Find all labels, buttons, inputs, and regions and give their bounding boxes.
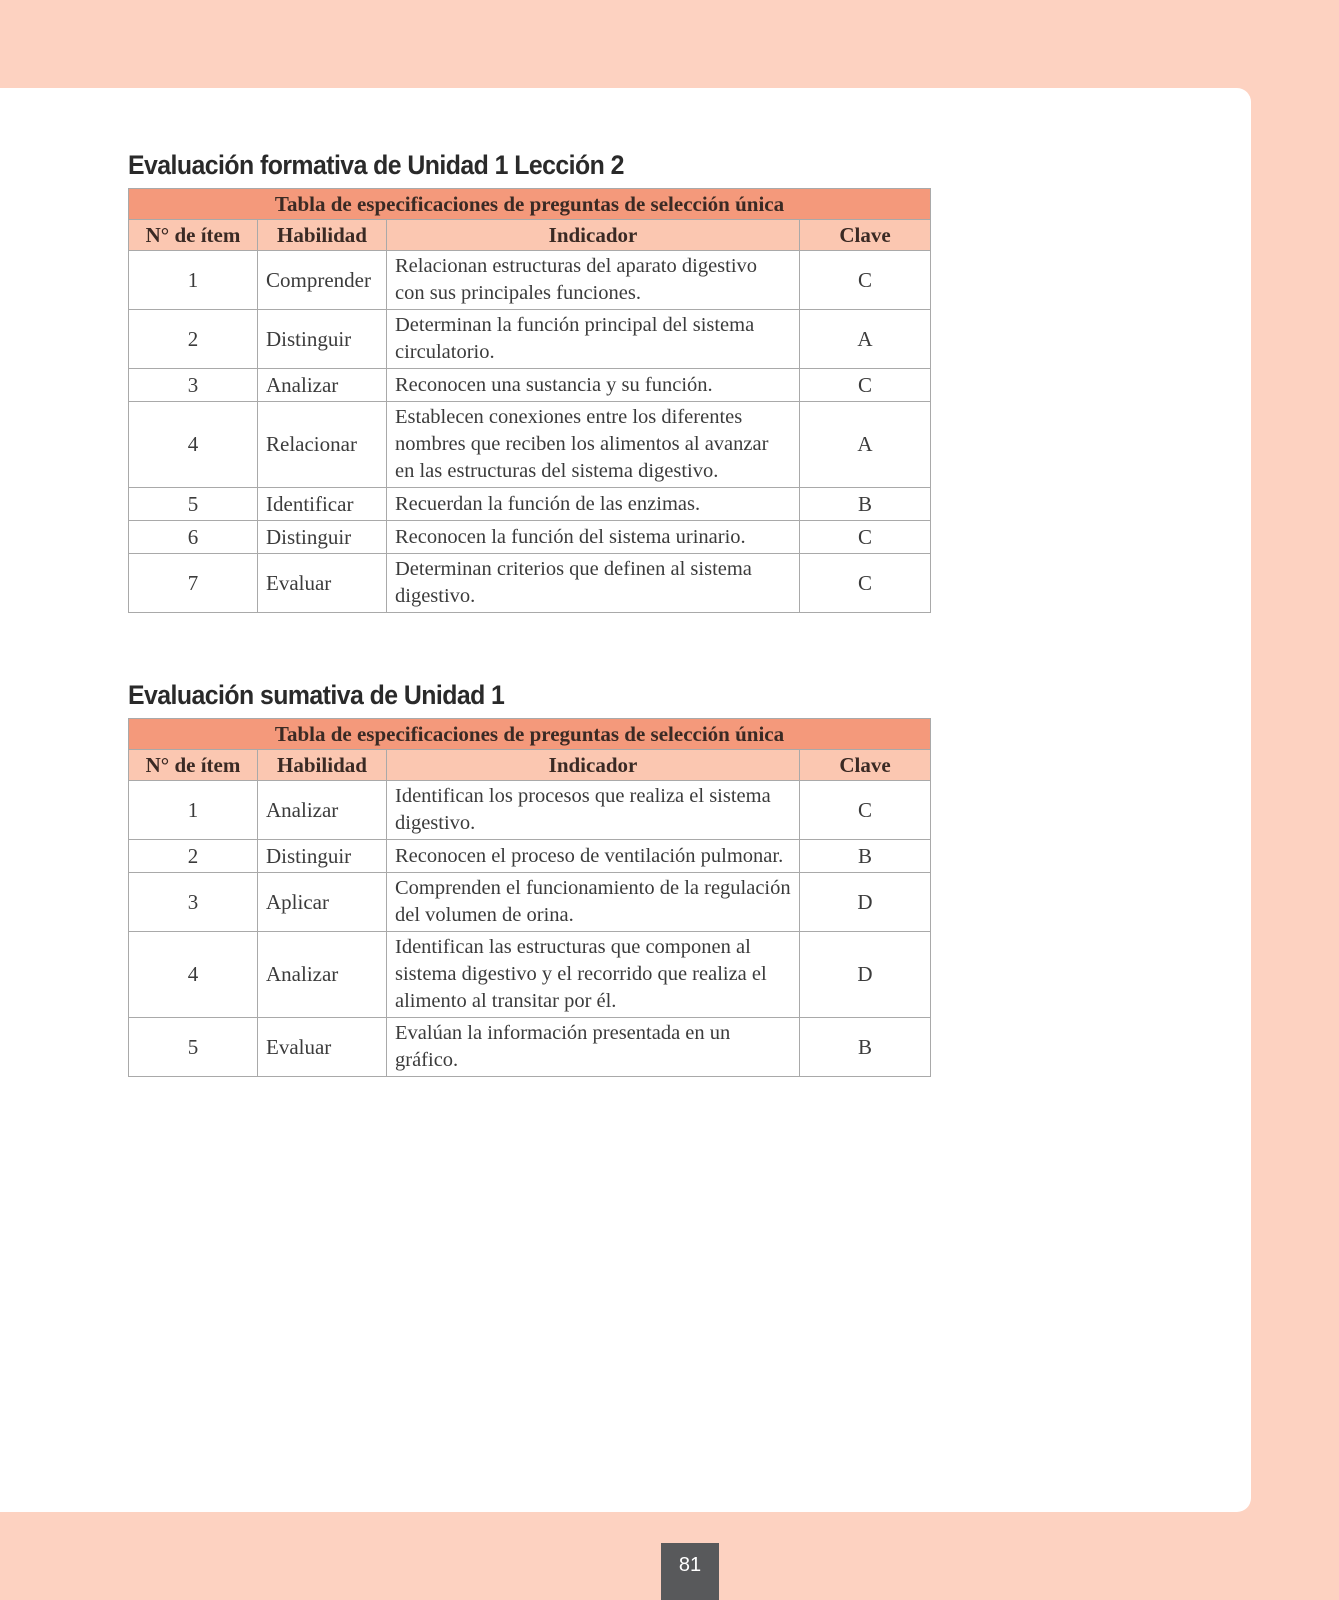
skill-cell: Analizar [258, 781, 387, 840]
formative-evaluation-section [128, 150, 930, 613]
answer-key-cell: B [800, 1018, 931, 1077]
answer-key-cell: B [800, 488, 931, 521]
indicator-cell: Determinan criterios que definen al sistema digestivo. [387, 554, 800, 613]
page-number: 81 [661, 1543, 719, 1600]
skill-cell: Evaluar [258, 1018, 387, 1077]
item-number: 1 [129, 251, 258, 310]
item-number: 4 [129, 402, 258, 488]
answer-key-cell: B [800, 840, 931, 873]
skill-cell: Identificar [258, 488, 387, 521]
table-row [129, 251, 931, 310]
indicator-cell: Identifican los procesos que realiza el sistema digestivo. [387, 781, 800, 840]
indicator-cell: Establecen conexiones entre los diferentes nombres que reciben los alimentos al avanzar en las estructuras del sistema digestivo. [387, 402, 800, 488]
skill-cell: Distinguir [258, 840, 387, 873]
table-row [129, 932, 931, 1018]
table-row [129, 488, 931, 521]
table-row [129, 554, 931, 613]
skill-cell: Relacionar [258, 402, 387, 488]
table-row [129, 840, 931, 873]
column-header-key: Clave [800, 220, 931, 251]
table-row [129, 781, 931, 840]
item-number: 7 [129, 554, 258, 613]
item-number: 6 [129, 521, 258, 554]
answer-key-cell: A [800, 310, 931, 369]
skill-cell: Distinguir [258, 310, 387, 369]
answer-key-cell: D [800, 873, 931, 932]
table-row [129, 402, 931, 488]
indicator-cell: Determinan la función principal del sistema circulatorio. [387, 310, 800, 369]
table-caption: Tabla de especificaciones de preguntas de selección única [129, 719, 931, 750]
indicator-cell: Recuerdan la función de las enzimas. [387, 488, 800, 521]
item-number: 4 [129, 932, 258, 1018]
column-header-indicator: Indicador [387, 750, 800, 781]
indicator-cell: Identifican las estructuras que componen al sistema digestivo y el recorrido que realiza el alimento al transitar por él. [387, 932, 800, 1018]
item-number: 3 [129, 369, 258, 402]
answer-key-cell: C [800, 369, 931, 402]
column-header-indicator: Indicador [387, 220, 800, 251]
answer-key-cell: C [800, 251, 931, 310]
item-number: 5 [129, 488, 258, 521]
table-caption: Tabla de especificaciones de preguntas de selección única [129, 189, 931, 220]
table-row [129, 873, 931, 932]
item-number: 2 [129, 310, 258, 369]
specifications-table [128, 718, 931, 1077]
item-number: 5 [129, 1018, 258, 1077]
skill-cell: Analizar [258, 369, 387, 402]
skill-cell: Distinguir [258, 521, 387, 554]
item-number: 3 [129, 873, 258, 932]
summative-evaluation-section [128, 680, 930, 1077]
column-header-skill: Habilidad [258, 220, 387, 251]
indicator-cell: Reconocen una sustancia y su función. [387, 369, 800, 402]
indicator-cell: Reconocen la función del sistema urinario. [387, 521, 800, 554]
skill-cell: Aplicar [258, 873, 387, 932]
specifications-table [128, 188, 931, 613]
column-header-item: N° de ítem [129, 220, 258, 251]
indicator-cell: Evalúan la información presentada en un gráfico. [387, 1018, 800, 1077]
table-row [129, 310, 931, 369]
skill-cell: Evaluar [258, 554, 387, 613]
skill-cell: Analizar [258, 932, 387, 1018]
column-header-key: Clave [800, 750, 931, 781]
table-row [129, 1018, 931, 1077]
column-header-skill: Habilidad [258, 750, 387, 781]
answer-key-cell: C [800, 554, 931, 613]
table-row [129, 369, 931, 402]
answer-key-cell: A [800, 402, 931, 488]
item-number: 1 [129, 781, 258, 840]
answer-key-cell: D [800, 932, 931, 1018]
column-header-item: N° de ítem [129, 750, 258, 781]
table-row [129, 521, 931, 554]
indicator-cell: Comprenden el funcionamiento de la regulación del volumen de orina. [387, 873, 800, 932]
section-title: Evaluación formativa de Unidad 1 Lección 2 [128, 150, 624, 180]
item-number: 2 [129, 840, 258, 873]
skill-cell: Comprender [258, 251, 387, 310]
indicator-cell: Reconocen el proceso de ventilación pulmonar. [387, 840, 800, 873]
answer-key-cell: C [800, 521, 931, 554]
answer-key-cell: C [800, 781, 931, 840]
section-title: Evaluación sumativa de Unidad 1 [128, 680, 505, 710]
indicator-cell: Relacionan estructuras del aparato digestivo con sus principales funciones. [387, 251, 800, 310]
